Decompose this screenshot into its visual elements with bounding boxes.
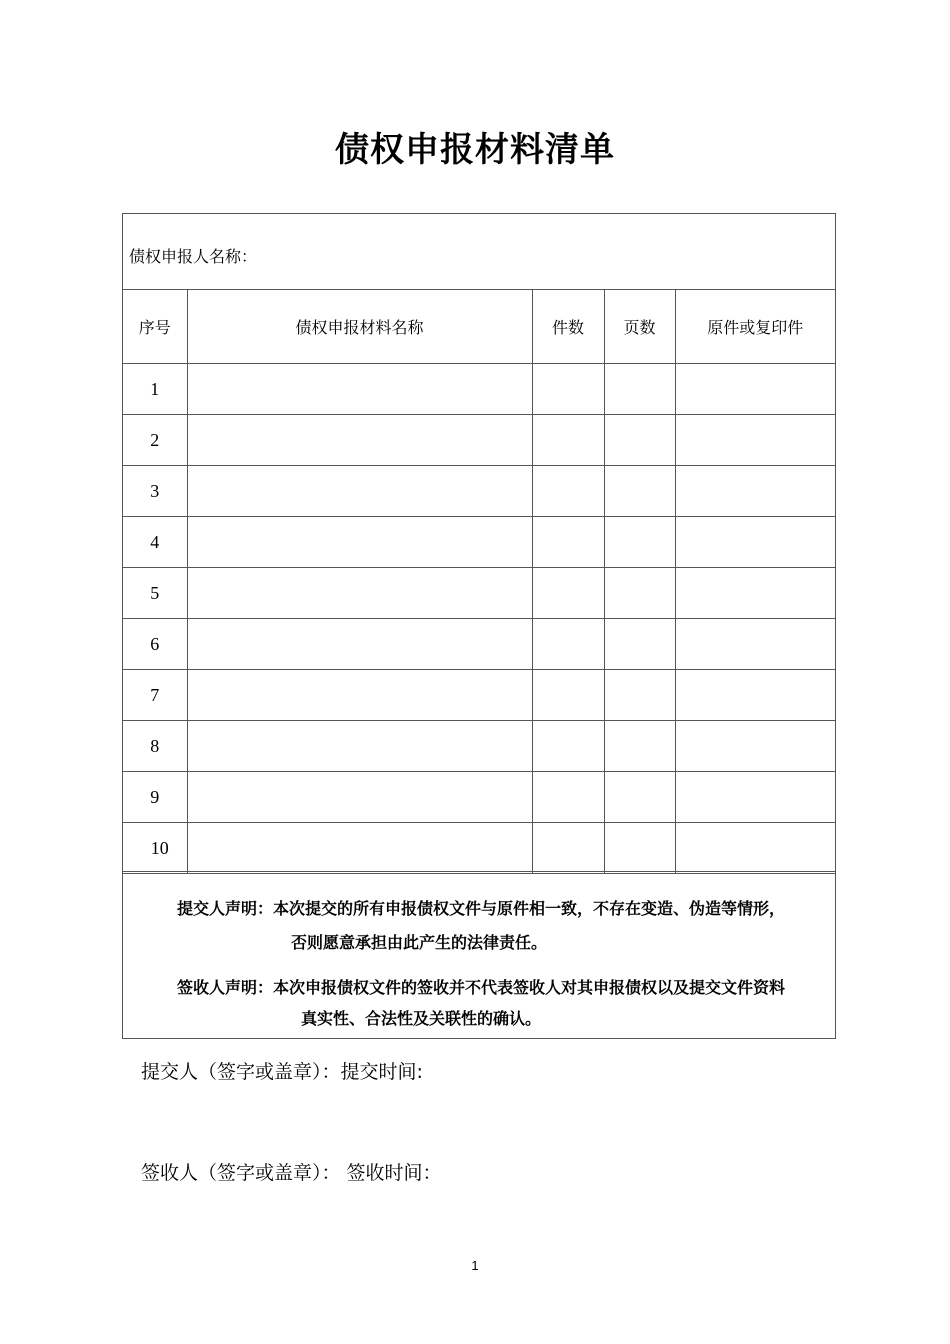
pages-cell[interactable]: [604, 568, 675, 619]
row-index: 7: [123, 670, 187, 721]
copies-cell[interactable]: [532, 772, 604, 823]
col-header-index: 序号: [123, 290, 187, 364]
materials-table: [123, 290, 835, 874]
material-name-cell[interactable]: [187, 772, 532, 823]
table-row: [123, 466, 835, 517]
pages-cell[interactable]: [604, 772, 675, 823]
pages-cell[interactable]: [604, 364, 675, 415]
copies-cell[interactable]: [532, 823, 604, 874]
copies-cell[interactable]: [532, 568, 604, 619]
material-name-cell[interactable]: [187, 670, 532, 721]
material-name-cell[interactable]: [187, 721, 532, 772]
row-index: 4: [123, 517, 187, 568]
copies-cell[interactable]: [532, 619, 604, 670]
pages-cell[interactable]: [604, 619, 675, 670]
col-header-pages: 页数: [604, 290, 675, 364]
copies-cell[interactable]: [532, 517, 604, 568]
document-title: 债权申报材料清单: [335, 130, 615, 170]
applicant-row: [123, 214, 835, 290]
submitter-signature-line: 提交人（签字或盖章）：提交时间:: [141, 1061, 423, 1083]
table-row: [123, 823, 835, 874]
table-row: [123, 517, 835, 568]
pages-cell[interactable]: [604, 466, 675, 517]
copies-cell[interactable]: [532, 466, 604, 517]
original-or-copy-cell[interactable]: [675, 772, 835, 823]
receiver-signature-line: 签收人（签字或盖章）： 签收时间：: [141, 1162, 442, 1184]
original-or-copy-cell[interactable]: [675, 568, 835, 619]
material-name-cell[interactable]: [187, 568, 532, 619]
material-name-cell[interactable]: [187, 466, 532, 517]
pages-cell[interactable]: [604, 823, 675, 874]
pages-cell[interactable]: [604, 517, 675, 568]
row-index: 10: [123, 823, 187, 874]
row-index: 2: [123, 415, 187, 466]
applicant-name-label: 债权申报人名称：: [129, 247, 258, 266]
original-or-copy-cell[interactable]: [675, 670, 835, 721]
material-name-cell[interactable]: [187, 415, 532, 466]
material-name-cell[interactable]: [187, 364, 532, 415]
pages-cell[interactable]: [604, 670, 675, 721]
copies-cell[interactable]: [532, 721, 604, 772]
row-index: 3: [123, 466, 187, 517]
receiver-declaration-line2: 真实性、合法性及关联性的确认。: [301, 1009, 542, 1028]
pages-cell[interactable]: [604, 415, 675, 466]
submitter-declaration-line2: 否则愿意承担由此产生的法律责任。: [291, 933, 548, 952]
material-name-cell[interactable]: [187, 619, 532, 670]
row-index: 5: [123, 568, 187, 619]
row-index: 9: [123, 772, 187, 823]
copies-cell[interactable]: [532, 670, 604, 721]
col-header-material-name: 债权申报材料名称: [187, 290, 532, 364]
row-index: 8: [123, 721, 187, 772]
table-row: [123, 568, 835, 619]
pages-cell[interactable]: [604, 721, 675, 772]
table-row: [123, 619, 835, 670]
original-or-copy-cell[interactable]: [675, 415, 835, 466]
original-or-copy-cell[interactable]: [675, 364, 835, 415]
original-or-copy-cell[interactable]: [675, 466, 835, 517]
row-index: 6: [123, 619, 187, 670]
original-or-copy-cell[interactable]: [675, 517, 835, 568]
table-header-row: [123, 290, 835, 364]
receiver-declaration-line1: 签收人声明：本次申报债权文件的签收并不代表签收人对其申报债权以及提交文件资料: [177, 978, 786, 997]
copies-cell[interactable]: [532, 415, 604, 466]
material-name-cell[interactable]: [187, 517, 532, 568]
table-row: [123, 772, 835, 823]
col-header-copies: 件数: [532, 290, 604, 364]
original-or-copy-cell[interactable]: [675, 619, 835, 670]
submitter-declaration-line1: 提交人声明：本次提交的所有申报债权文件与原件相一致，不存在变造、伪造等情形，: [177, 899, 786, 918]
material-name-cell[interactable]: [187, 823, 532, 874]
original-or-copy-cell[interactable]: [675, 721, 835, 772]
copies-cell[interactable]: [532, 364, 604, 415]
table-row: [123, 415, 835, 466]
table-row: [123, 670, 835, 721]
col-header-original-or-copy: 原件或复印件: [675, 290, 835, 364]
original-or-copy-cell[interactable]: [675, 823, 835, 874]
declarations-block: [123, 871, 835, 1038]
row-index: 1: [123, 364, 187, 415]
table-row: [123, 721, 835, 772]
page-number: 1: [471, 1258, 479, 1273]
claim-materials-form: [122, 213, 836, 1039]
table-row: [123, 364, 835, 415]
